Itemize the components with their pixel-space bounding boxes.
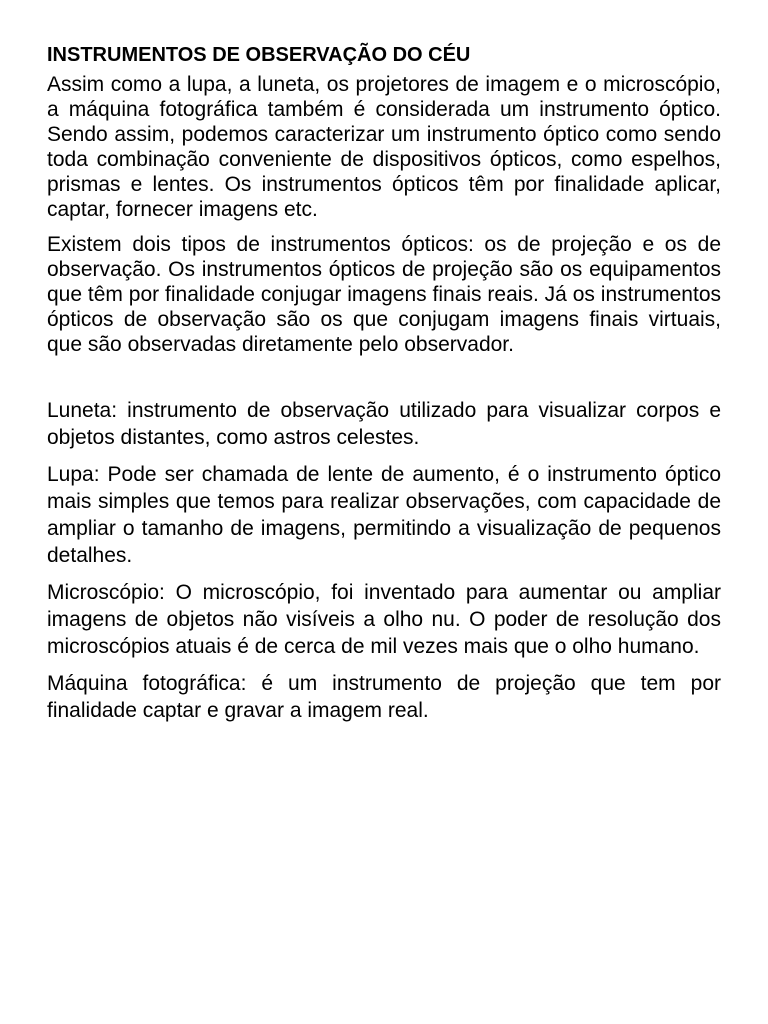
definition-luneta: Luneta: instrumento de observação utilizado para visualizar corpos e objetos distantes, como astros celestes.	[47, 399, 721, 449]
definition-lupa: Lupa: Pode ser chamada de lente de aumento, é o instrumento óptico mais simples que temos para realizar observações, com capacidade de ampliar o tamanho de imagens, permitindo a visualização de pequenos detalhes.	[47, 463, 721, 567]
document-page	[47, 42, 721, 724]
section-spacer	[47, 357, 721, 397]
intro-paragraph-instrument-types: Existem dois tipos de instrumentos ópticos: os de projeção e os de observação. Os instrumentos ópticos de projeção são os equipamentos que têm por finalidade conjugar imagens finais reais. Já os instrumentos ópticos de observação são os que conjugam imagens finais virtuais, que são observadas diretamente pelo observador.	[47, 233, 721, 356]
document-title: INSTRUMENTOS DE OBSERVAÇÃO DO CÉU	[47, 44, 471, 66]
definition-microscopio: Microscópio: O microscópio, foi inventado para aumentar ou ampliar imagens de objetos não visíveis a olho nu. O poder de resolução dos microscópios atuais é de cerca de mil vezes mais que o olho humano.	[47, 581, 721, 658]
definition-maquina-fotografica: Máquina fotográfica: é um instrumento de projeção que tem por finalidade captar e gravar a imagem real.	[47, 672, 721, 722]
intro-paragraph-optical-instruments: Assim como a lupa, a luneta, os projetores de imagem e o microscópio, a máquina fotográfica também é considerada um instrumento óptico. Sendo assim, podemos caracterizar um instrumento óptico como sendo toda combinação conveniente de dispositivos ópticos, como espelhos, prismas e lentes. Os instrumentos ópticos têm por finalidade aplicar, captar, fornecer imagens etc.	[47, 73, 721, 221]
